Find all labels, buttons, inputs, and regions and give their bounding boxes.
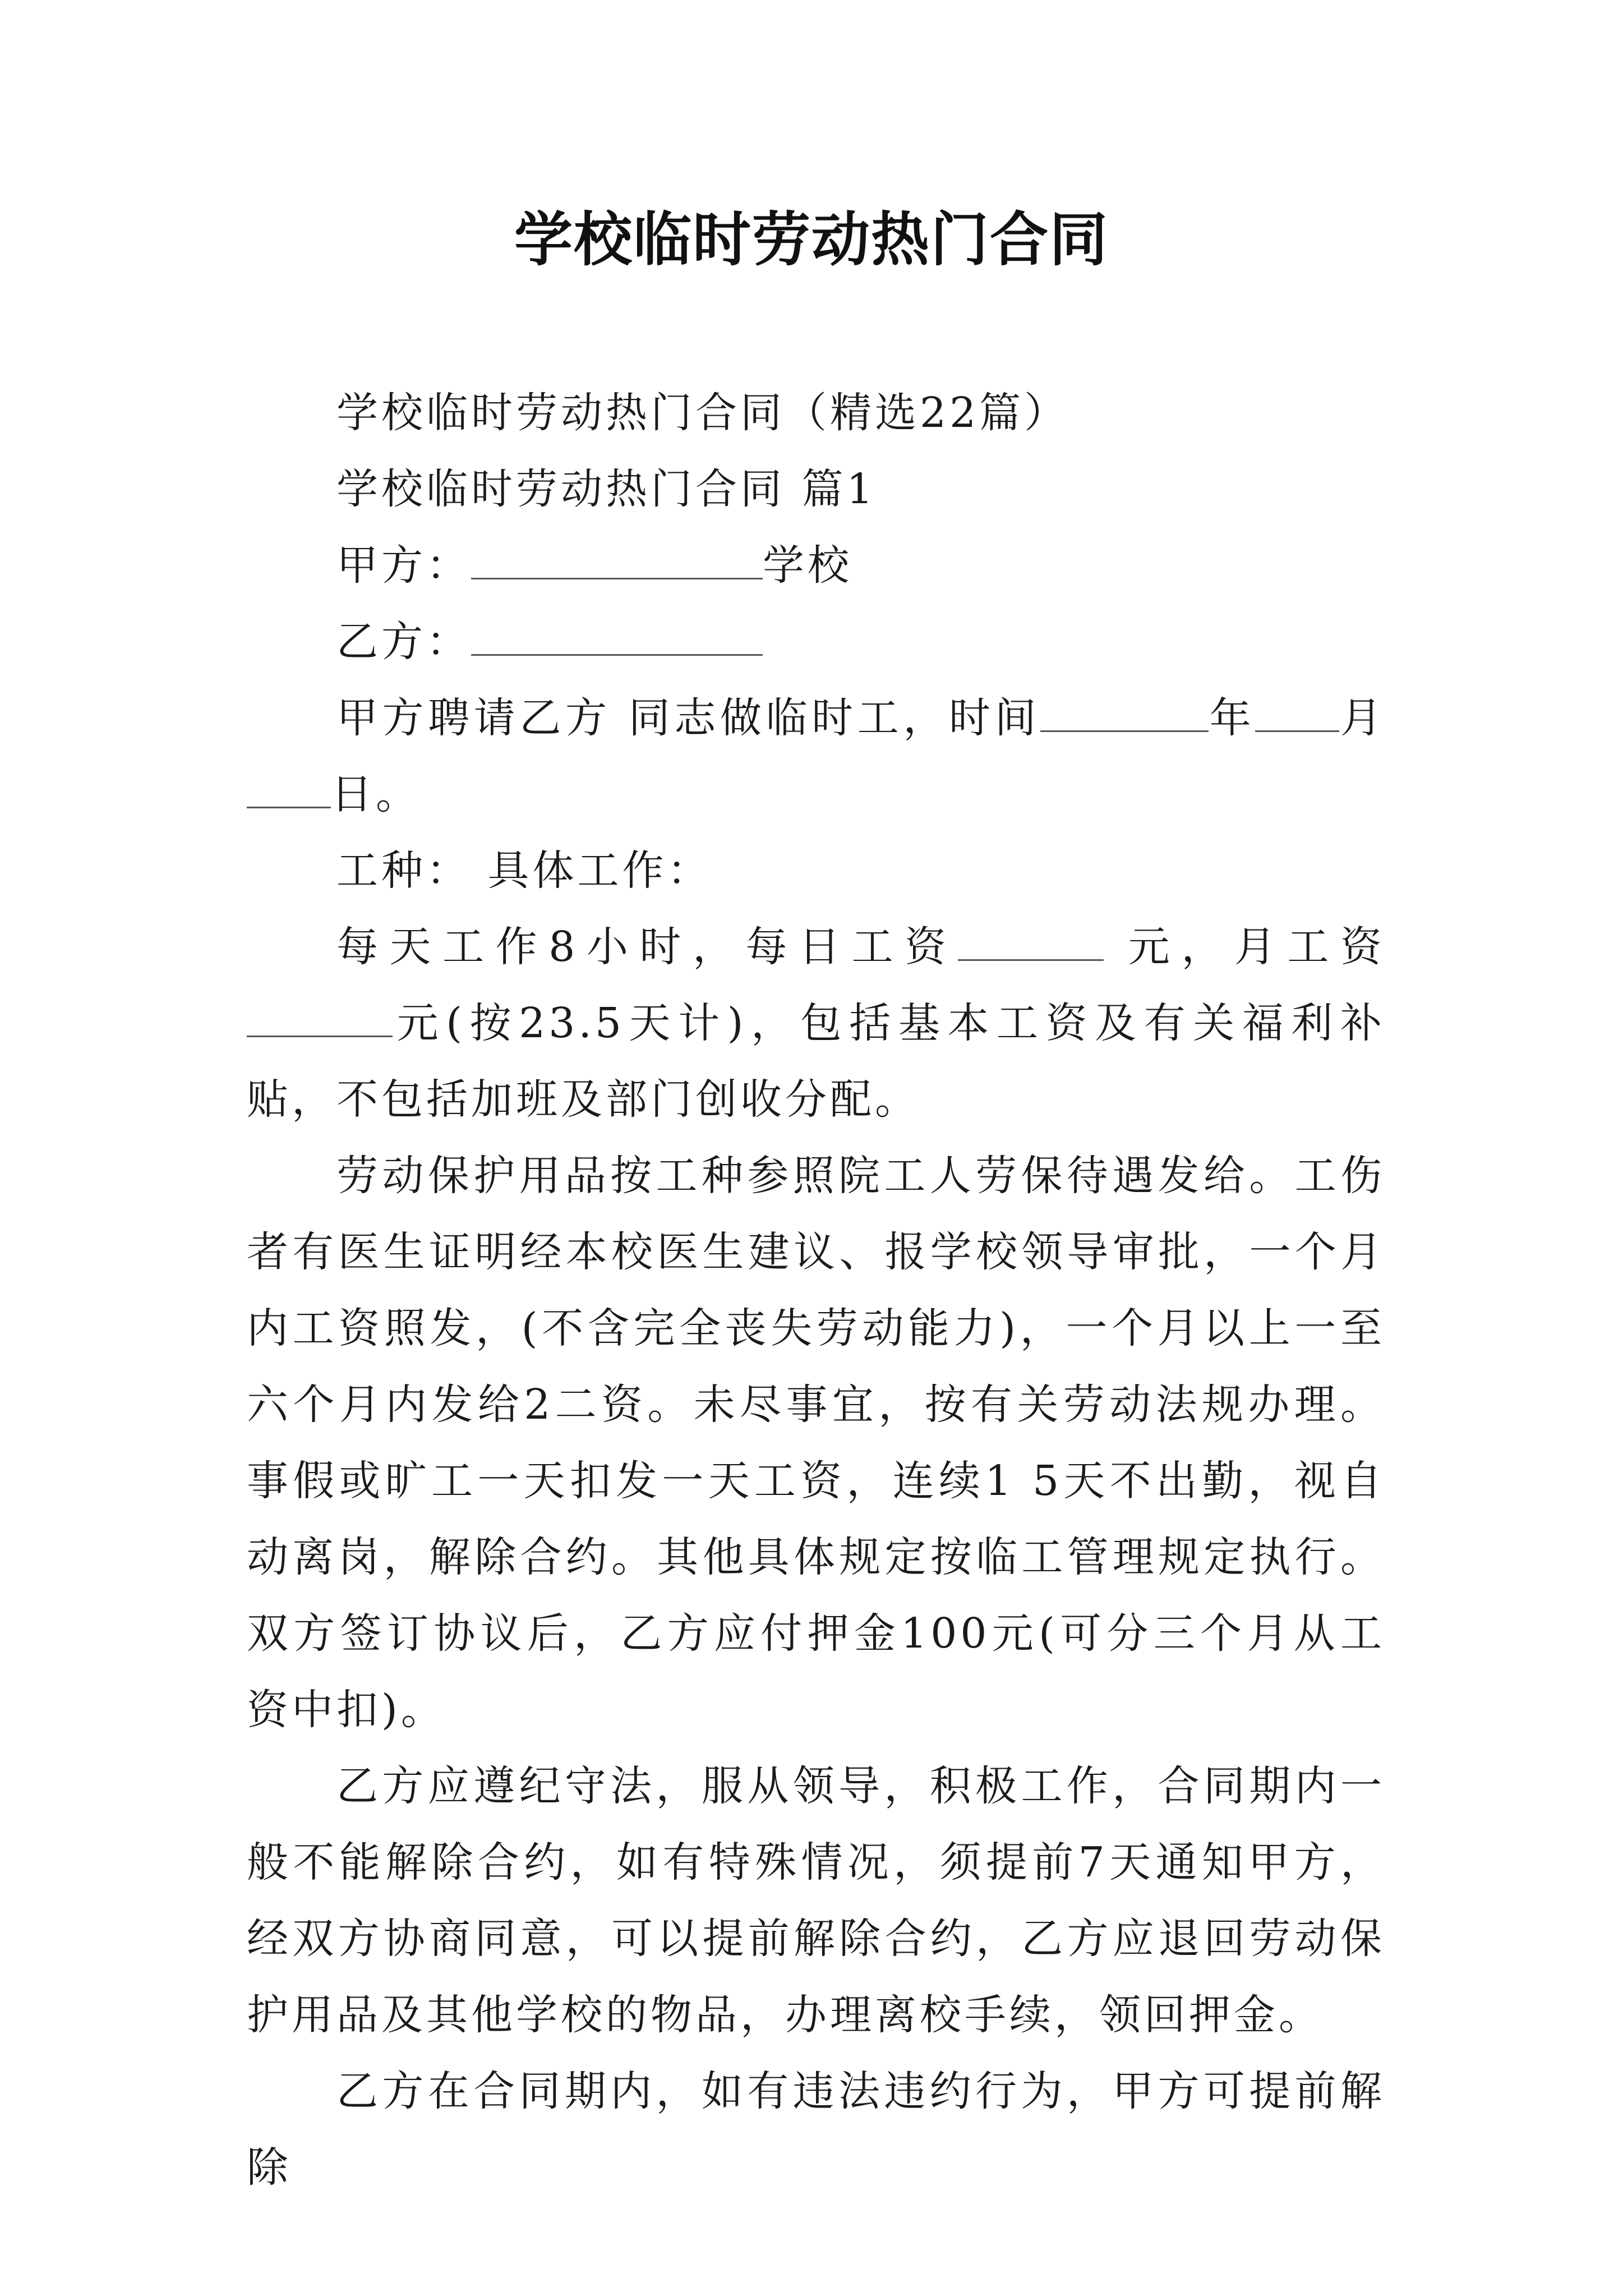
obey-paragraph: 乙方应遵纪守法，服从领导，积极工作，合同期内一般不能解除合约，如有特殊情况，须提前7天通知甲方，经双方协商同意，可以提前解除合约，乙方应退回劳动保护用品及其他学校的物品，办理离校手续，领回押金。 (247, 1762, 1385, 2039)
hire-paragraph (247, 680, 1385, 832)
hire-month-label: 月 (1339, 694, 1386, 742)
party-b-blank (471, 615, 763, 656)
party-a-line (247, 527, 1385, 604)
subtitle-line: 学校临时劳动热门合同（精选22篇） (336, 389, 1069, 437)
wage-text-2: 元，月工资 (1103, 923, 1385, 971)
document-title: 学校临时劳动热门合同 (514, 205, 1109, 274)
party-b-label: 乙方： (336, 618, 471, 666)
wage-text-3: 元(按23.5天计)，包括基本工资及有关福利补贴，不包括加班及部门创收分配。 (247, 999, 1385, 1124)
document-body (247, 375, 1385, 2206)
monthly-wage-blank (247, 996, 393, 1037)
violation-paragraph: 乙方在合同期内，如有违法违约行为，甲方可提前解除 (247, 2067, 1385, 2192)
wage-text-1: 每天工作8小时，每日工资 (336, 923, 958, 971)
hire-year-blank (1040, 691, 1209, 732)
party-a-blank (471, 539, 763, 579)
section-heading: 学校临时劳动热门合同 篇1 (336, 465, 877, 513)
protection-paragraph: 劳动保护用品按工种参照院工人劳保待遇发给。工伤者有医生证明经本校医生建议、报学校领导审批，一个月内工资照发，(不含完全丧失劳动能力)，一个月以上一至六个月内发给2二资。未尽事宜，按有关劳动法规办理。事假或旷工一天扣发一天工资，连续1 5天不出勤，视自动离岗，解除合约。其他具体规定按临工管理规定执行。双方签订协议后，乙方应付押金100元(可分三个月从工资中扣)。 (247, 1152, 1385, 1734)
party-b-line (247, 604, 1385, 680)
hire-day-label: 日。 (331, 770, 421, 818)
party-a-label: 甲方： (336, 541, 471, 590)
hire-month-blank (1255, 691, 1339, 732)
wage-paragraph (247, 909, 1385, 1138)
daily-wage-blank (958, 920, 1104, 961)
hire-year-label: 年 (1209, 694, 1256, 742)
hire-text: 甲方聘请乙方 同志做临时工，时间 (336, 694, 1041, 742)
party-a-suffix: 学校 (763, 541, 852, 590)
job-line: 工种： 具体工作： (336, 846, 712, 895)
hire-day-blank (247, 767, 331, 808)
